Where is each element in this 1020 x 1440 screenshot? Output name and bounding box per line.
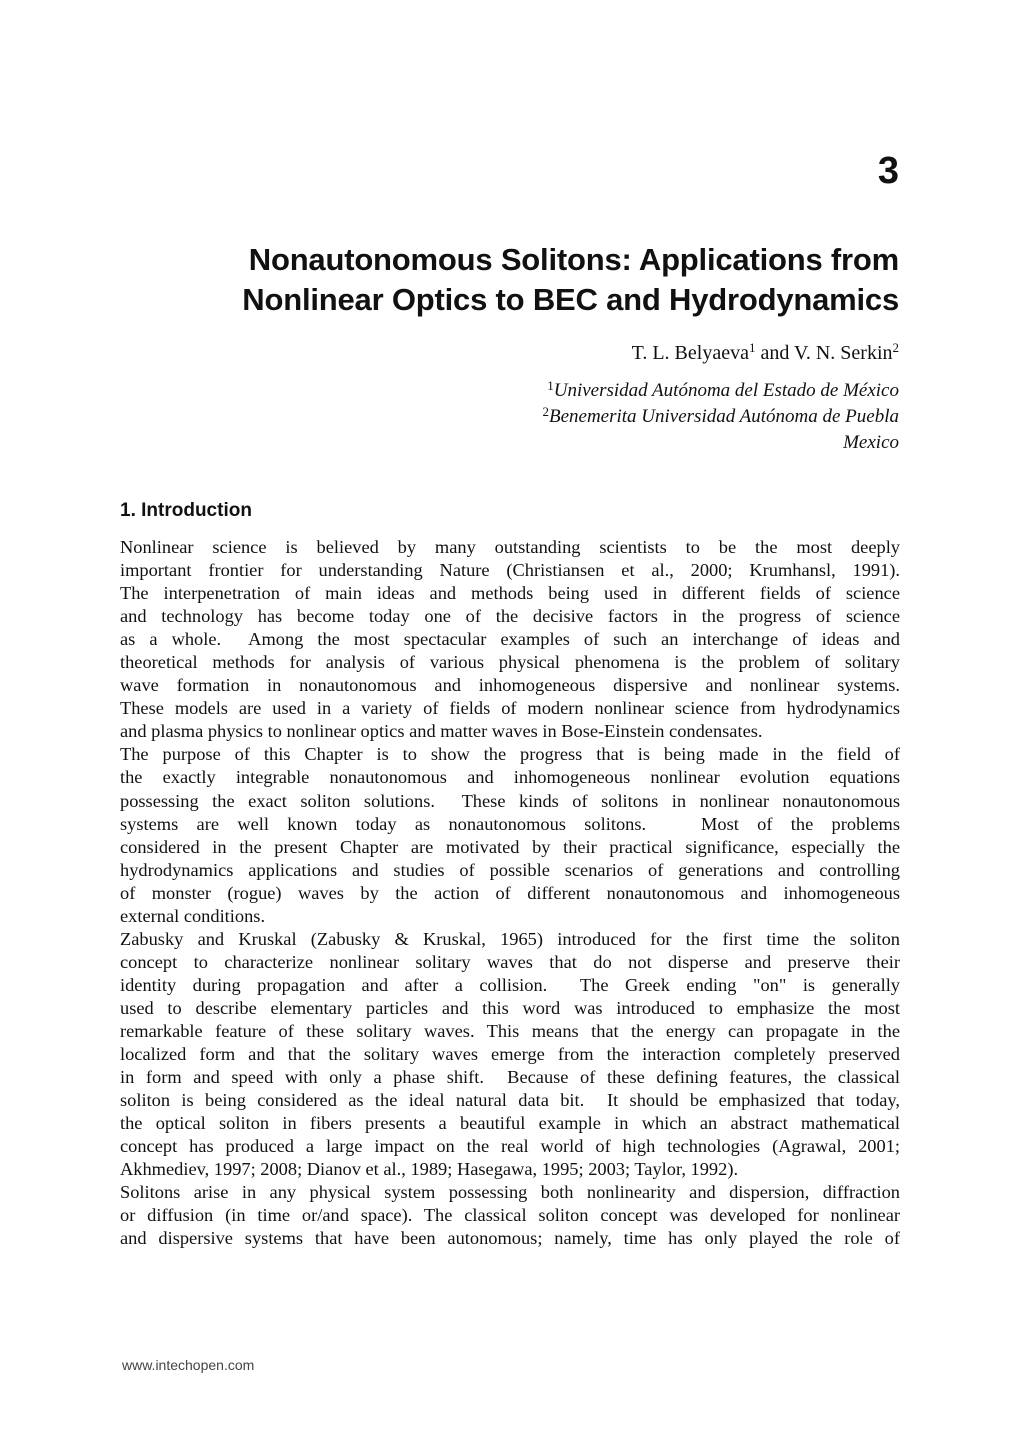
body-line: of monster (rogue) waves by the action of different nonautonomous and inhomogeneous (120, 882, 900, 903)
body-line: theoretical methods for analysis of various physical phenomena is the problem of solitary (120, 652, 900, 673)
body-line: wave formation in nonautonomous and inhomogeneous dispersive and nonlinear systems. (120, 675, 900, 696)
affiliation (542, 404, 899, 430)
body-line: possessing the exact soliton solutions. These kinds of solitons in nonlinear nonautonomous (120, 790, 900, 811)
body-line: remarkable feature of these solitary waves. This means that the energy can propagate in the (120, 1020, 900, 1041)
body-line: Zabusky and Kruskal (Zabusky & Kruskal, 1965) introduced for the first time the soliton (120, 928, 900, 949)
affiliations (542, 378, 899, 456)
body-line: concept has produced a large impact on the real world of high technologies (Agrawal, 2001; (120, 1136, 900, 1157)
body-line: in form and speed with only a phase shift. Because of these defining features, the classical (120, 1067, 900, 1088)
author-name: T. L. Belyaeva (631, 342, 749, 364)
affiliation-mark: 2 (542, 404, 549, 419)
body-line: and plasma physics to nonlinear optics and matter waves in Bose-Einstein condensates. (120, 721, 763, 742)
body-line: the exactly integrable nonautonomous and inhomogeneous nonlinear evolution equations (120, 767, 900, 788)
chapter-title (139, 240, 899, 320)
affiliation-mark: 2 (892, 340, 899, 355)
affiliation-name: Universidad Autónoma del Estado de México (553, 380, 899, 401)
body-line: The purpose of this Chapter is to show the progress that is being made in the field of (120, 744, 900, 765)
footer-url[interactable]: www.intechopen.com (122, 1357, 255, 1373)
affiliation-mark: 1 (547, 378, 554, 393)
body-line: The interpenetration of main ideas and methods being used in different fields of science (120, 583, 900, 604)
author-name: V. N. Serkin (793, 342, 893, 364)
section-heading: 1. Introduction (120, 500, 252, 521)
body-line: as a whole. Among the most spectacular examples of such an interchange of ideas and (120, 629, 900, 650)
body-line: or diffusion (in time or/and space). The classical soliton concept was developed for nonlinear (120, 1205, 900, 1226)
body-line: systems are well known today as nonautonomous solitons. Most of the problems (120, 813, 900, 834)
body-line: hydrodynamics applications and studies of possible scenarios of generations and controlling (120, 859, 900, 880)
body-line: used to describe elementary particles and this word was introduced to emphasize the most (120, 997, 900, 1018)
body-line: important frontier for understanding Nature (Christiansen et al., 2000; Krumhansl, 1991). (120, 560, 900, 581)
body-line: and technology has become today one of the decisive factors in the progress of science (120, 606, 900, 627)
body-line: considered in the present Chapter are motivated by their practical significance, especially the (120, 836, 900, 857)
chapter-title-line: Nonautonomous Solitons: Applications from (248, 242, 899, 277)
chapter-title-line: Nonlinear Optics to BEC and Hydrodynamics (242, 282, 899, 317)
body-line: Nonlinear science is believed by many outstanding scientists to be the most deeply (120, 537, 900, 557)
body-line: the optical soliton in fibers presents a beautiful example in which an abstract mathematical (120, 1113, 900, 1134)
body-line: and dispersive systems that have been autonomous; namely, time has only played the role of (120, 1228, 900, 1249)
body-line: Solitons arise in any physical system possessing both nonlinearity and dispersion, diffraction (120, 1182, 900, 1203)
body-text (120, 536, 900, 1250)
chapter-number: 3 (877, 150, 899, 192)
author-connector: and (755, 342, 794, 364)
author-list (632, 342, 899, 365)
body-line: These models are used in a variety of fields of modern nonlinear science from hydrodynamics (120, 698, 900, 719)
body-line: soliton is being considered as the ideal natural data bit. It should be emphasized that today, (120, 1090, 900, 1111)
affiliation-mark: 1 (748, 340, 756, 355)
affiliation-country: Mexico (843, 432, 899, 453)
body-line: external conditions. (120, 905, 266, 926)
affiliation (542, 378, 899, 404)
body-line: identity during propagation and after a collision. The Greek ending "on" is generally (120, 974, 900, 995)
body-line: Akhmediev, 1997; 2008; Dianov et al., 1989; Hasegawa, 1995; 2003; Taylor, 1992). (120, 1159, 739, 1180)
body-line: concept to characterize nonlinear solitary waves that do not disperse and preserve their (120, 951, 900, 972)
affiliation-name: Benemerita Universidad Autónoma de Puebla (548, 406, 899, 427)
body-line: localized form and that the solitary waves emerge from the interaction completely preserved (120, 1044, 900, 1065)
